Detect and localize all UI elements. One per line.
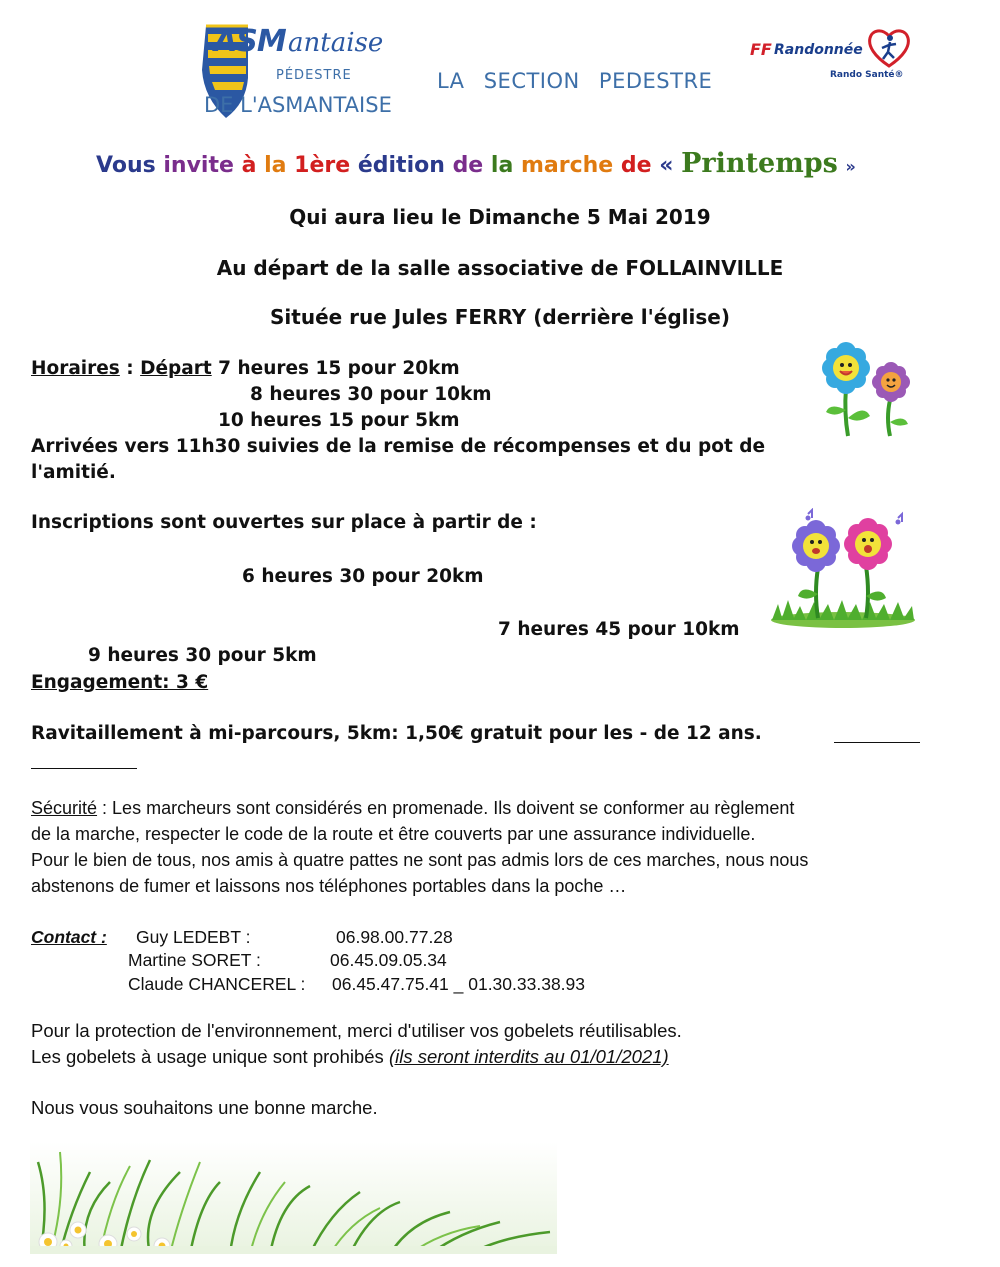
contact-phone: 06.45.09.05.34 (330, 950, 447, 970)
invite-word: de (620, 153, 652, 178)
invite-word: invite (163, 153, 234, 178)
securite-line (31, 798, 794, 819)
environment-line: Pour la protection de l'environnement, merci d'utiliser vos gobelets réutilisables. (31, 1020, 682, 1041)
inscription-row: 6 heures 30 pour 20km (242, 566, 484, 587)
grass-daisies-icon (30, 1142, 557, 1254)
ffr-sub: Rando Santé® (830, 70, 904, 80)
closing-line: Nous vous souhaitons une bonne marche. (31, 1097, 378, 1118)
ffr-brand-ff: FF (750, 40, 772, 59)
ravitaillement-line: Ravitaillement à mi-parcours, 5km: 1,50€ gratuit pour les - de 12 ans. (31, 723, 762, 744)
invite-word: édition (357, 153, 445, 178)
invite-word: marche (520, 153, 614, 178)
ffr-logo (748, 26, 918, 90)
logo-brand-asm: ASM (214, 24, 286, 59)
horaires-sep: : (119, 358, 141, 379)
logo-brand-script: antaise (288, 28, 384, 58)
logo-sub: PÉDESTRE (276, 68, 352, 83)
inscription-row: 7 heures 45 pour 10km (498, 619, 740, 640)
contact-name: Martine SORET : (128, 950, 261, 970)
fill-line (31, 768, 137, 769)
horaire-row: 10 heures 15 pour 5km (218, 410, 460, 431)
flowers-icon (814, 338, 924, 442)
securite-label: Sécurité (31, 798, 98, 818)
invite-line (96, 148, 856, 179)
invite-word: « (659, 153, 674, 178)
inscription-row: 9 heures 30 pour 5km (88, 645, 317, 666)
securite-text: : Les marcheurs sont considérés en promenade. Ils doivent se conformer au règlement (97, 798, 795, 818)
printemps-word: Printemps (681, 148, 838, 179)
securite-text: abstenons de fumer et laissons nos téléphones portables dans la poche … (31, 876, 627, 896)
arrivee-line: Arrivées vers 11h30 suivies de la remise de récompenses et du pot de (31, 436, 766, 457)
street-line: Située rue Jules FERRY (derrière l'église) (270, 305, 730, 329)
environment-note: (ils seront interdits au 01/01/2021) (388, 1046, 669, 1067)
contact-name: Guy LEDEBT : (136, 927, 251, 947)
ffr-brand-rest: Randonnée (774, 42, 863, 58)
invite-word: 1ère (294, 153, 351, 178)
horaires-line (31, 358, 460, 379)
place-line: Au départ de la salle associative de FOLLAINVILLE (216, 256, 784, 280)
invite-word: » (845, 157, 856, 176)
contact-phone: 06.45.47.75.41 _ 01.30.33.38.93 (332, 974, 586, 994)
invite-word: Vous (96, 153, 156, 178)
invite-word: la (264, 153, 287, 178)
engagement-line: Engagement: 3 € (31, 672, 209, 693)
section-title: LA SECTION PEDESTRE (437, 69, 713, 93)
invite-word: de (452, 153, 484, 178)
arrivee-line: l'amitié. (31, 462, 116, 483)
environment-line (31, 1046, 669, 1068)
ffr-heart-icon (866, 26, 912, 70)
depart-label: Départ (140, 358, 212, 379)
horaire-row: 7 heures 15 pour 20km (218, 358, 460, 379)
inscriptions-intro: Inscriptions sont ouvertes sur place à partir de : (31, 512, 537, 533)
securite-text: de la marche, respecter le code de la route et être couverts par une assurance individuelle. (31, 824, 756, 844)
fill-line (834, 742, 920, 743)
horaire-row: 8 heures 30 pour 10km (250, 384, 492, 405)
date-line: Qui aura lieu le Dimanche 5 Mai 2019 (289, 205, 711, 229)
singing-flowers-icon (768, 508, 918, 632)
logo-name: DE L'ASMANTAISE (204, 93, 392, 117)
invite-word: à (241, 153, 257, 178)
environment-text: Les gobelets à usage unique sont prohibés (31, 1046, 389, 1067)
contact-phone: 06.98.00.77.28 (336, 927, 453, 947)
contact-name: Claude CHANCEREL : (128, 974, 306, 994)
contact-label: Contact : (31, 927, 107, 947)
invite-word: la (490, 153, 514, 178)
horaires-label: Horaires (31, 358, 120, 379)
securite-text: Pour le bien de tous, nos amis à quatre pattes ne sont pas admis lors de ces marches, nous nous (31, 850, 809, 870)
